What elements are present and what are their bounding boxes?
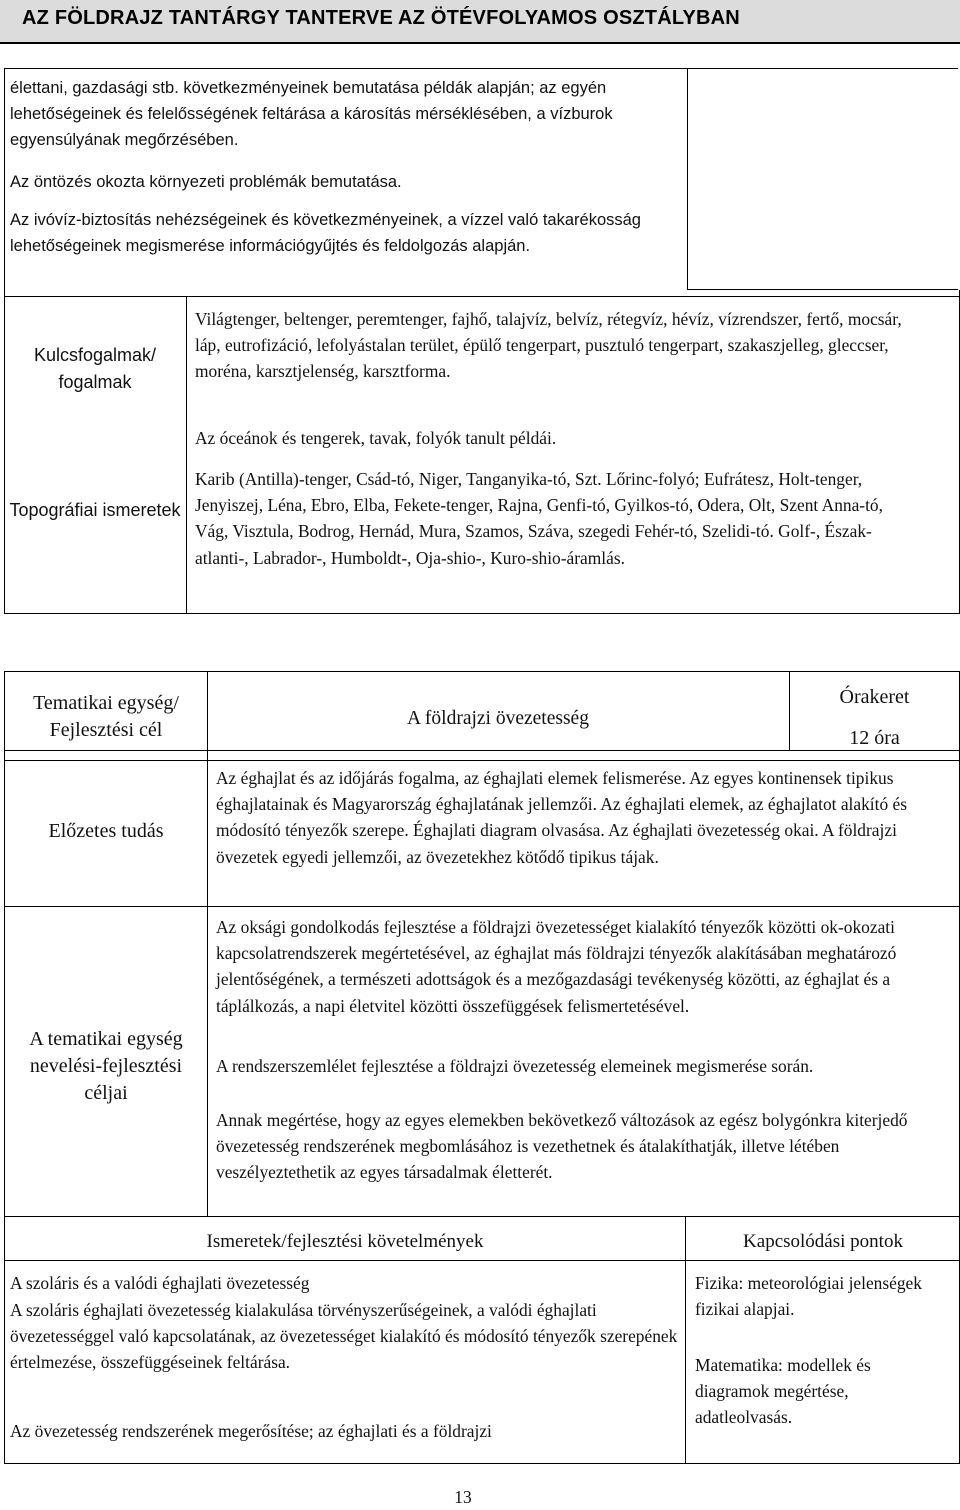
- topography-list: Karib (Antilla)-tenger, Csád-tó, Niger, Tanganyika-tó, Szt. Lőrinc-folyó; Eufrátesz, Holt-tenger, Jenyiszej, Léna, Ebro, Elba, Fekete-tenger, Rajna, Genfi-tó, Gyilkos-tó, Odera, Olt, Szent Anna-tó, Vág, Visztula, Bodrog, Hernád, Mura, Szamos, Száva, szegedi Fehér-tó, Szelidi-tó. Golf-, Észak-atlanti-, Labrador-, Humboldt-, Oja-shio-, Kuro-shio-áramlás.: [195, 469, 883, 568]
- top-text-bottom-border: [687, 289, 960, 290]
- requirement-item-2: A szoláris éghajlati övezetesség kialakulása törvényszerűségeinek, a valódi éghajlati övezetességgel való kapcsolatának, az övezetességet kialakító és módosító tényezők szerepének értelmezése, összefüggéseinek feltárása.: [10, 1300, 678, 1373]
- requirements-row-top: [4, 1216, 960, 1217]
- top-section-open-area: [688, 69, 958, 289]
- topography-intro: Az óceánok és tengerek, tavak, folyók tanult példái.: [195, 428, 557, 448]
- requirement-item-1: A szoláris és a valódi éghajlati övezetesség: [10, 1273, 310, 1293]
- key-concepts-label: Kulcsfogalmak/ fogalmak: [33, 345, 157, 392]
- topography-label: Topográfiai ismeretek: [9, 500, 181, 520]
- goals-text-2: A rendszerszemlélet fejlesztése a földrajzi övezetesség elemeinek megismerése során.: [216, 1056, 814, 1076]
- document-title: AZ FÖLDRAJZ TANTÁRGY TANTERVE AZ ÖTÉVFOLYAMOS OSZTÁLYBAN: [22, 7, 740, 29]
- thematic-unit-label: Tematikai egység/ Fejlesztési cél: [33, 692, 179, 741]
- drinking-water-text: Az ivóvíz-biztosítás nehézségeinek és következményeinek, a vízzel való takarékosság lehetőségeinek megismerése információgyűjtés és feldolgozás alapján.: [10, 211, 641, 256]
- prior-knowledge-text: Az éghajlat és az időjárás fogalma, az éghajlati elemek felismerése. Az egyes kontinensek tipikus éghajlatainak és Magyarország éghajlatának jellemzői. Az éghajlati elemek, az éghajlatot alakító és módosító tényezők szerepe. Éghajlati diagram olvasása. Az éghajlati övezetesség okai. A földrajzi övezetek egyedi jellemzői, az övezetekhez kötődő tipikus tájak.: [216, 768, 907, 867]
- links-header: Kapcsolódási pontok: [743, 1231, 903, 1252]
- header-rule: [0, 42, 960, 44]
- key-concepts-text: Világtenger, beltenger, peremtenger, fajhő, talajvíz, belvíz, rétegvíz, hévíz, vízrendszer, fertő, mocsár, láp, eutrofizáció, lefolyástalan terület, épülő tengerpart, pusztuló tengerpart, szakaszjelleg, gleccser, moréna, karsztjelenség, karsztforma.: [195, 309, 902, 382]
- goals-text-1: Az oksági gondolkodás fejlesztése a földrajzi övezetességet kialakító tényezők közötti ok-okozati kapcsolatrendszerek megértetésével, az éghajlat más földrajzi tényezők alakításában meghatározó jelentőségének, a természeti adottságok és a mezőgazdasági tevékenység közötti, az éghajlat és a táplálkozás, a napi életvitel közötti összefüggések felismertetésével.: [216, 917, 897, 1016]
- concepts-table-top-border: [4, 296, 960, 297]
- page-number: 13: [454, 1487, 472, 1507]
- irrigation-text: Az öntözés okozta környezeti problémák bemutatása.: [10, 173, 402, 191]
- page-header: [0, 0, 960, 42]
- time-frame-value: 12 óra: [849, 727, 900, 749]
- requirements-header-bottom: [4, 1260, 960, 1261]
- time-column-border: [789, 671, 790, 751]
- prior-knowledge-label: Előzetes tudás: [48, 820, 164, 842]
- links-column-border: [685, 1216, 686, 1464]
- link-physics: Fizika: meteorológiai jelenségek fizikai alapjai.: [695, 1273, 922, 1320]
- goals-text-3: Annak megértése, hogy az egyes elemekben bekövetkező változások az egész bolygónkra kiterjedő övezetesség rendszerének megbomlásához is vezethetnek és átalakíthatják, illetve létében veszélyeztethetik az egyes társadalmak életterét.: [216, 1110, 908, 1183]
- concepts-table-divider: [186, 296, 187, 614]
- link-mathematics: Matematika: modellek és diagramok megértése, adatleolvasás.: [695, 1355, 871, 1428]
- unit-title: A földrajzi övezetesség: [407, 708, 589, 729]
- goals-label: A tematikai egység nevelési-fejlesztési céljai: [29, 1028, 183, 1104]
- prior-row-top: [4, 760, 960, 761]
- time-frame-label: Órakeret: [839, 686, 910, 708]
- requirements-header: Ismeretek/fejlesztési követelmények: [206, 1231, 484, 1252]
- goals-row-top: [4, 906, 960, 907]
- unit-label-column-border: [207, 671, 208, 1216]
- requirement-item-3: Az övezetesség rendszerének megerősítése; az éghajlati és a földrajzi: [10, 1421, 492, 1441]
- top-continuation-text: élettani, gazdasági stb. következményeinek bemutatása példák alapján; az egyén lehetőségeinek és felelősségének feltárása a károsítás mérséklésében, a vízburok egyensúlyának megőrzésében.: [10, 79, 613, 150]
